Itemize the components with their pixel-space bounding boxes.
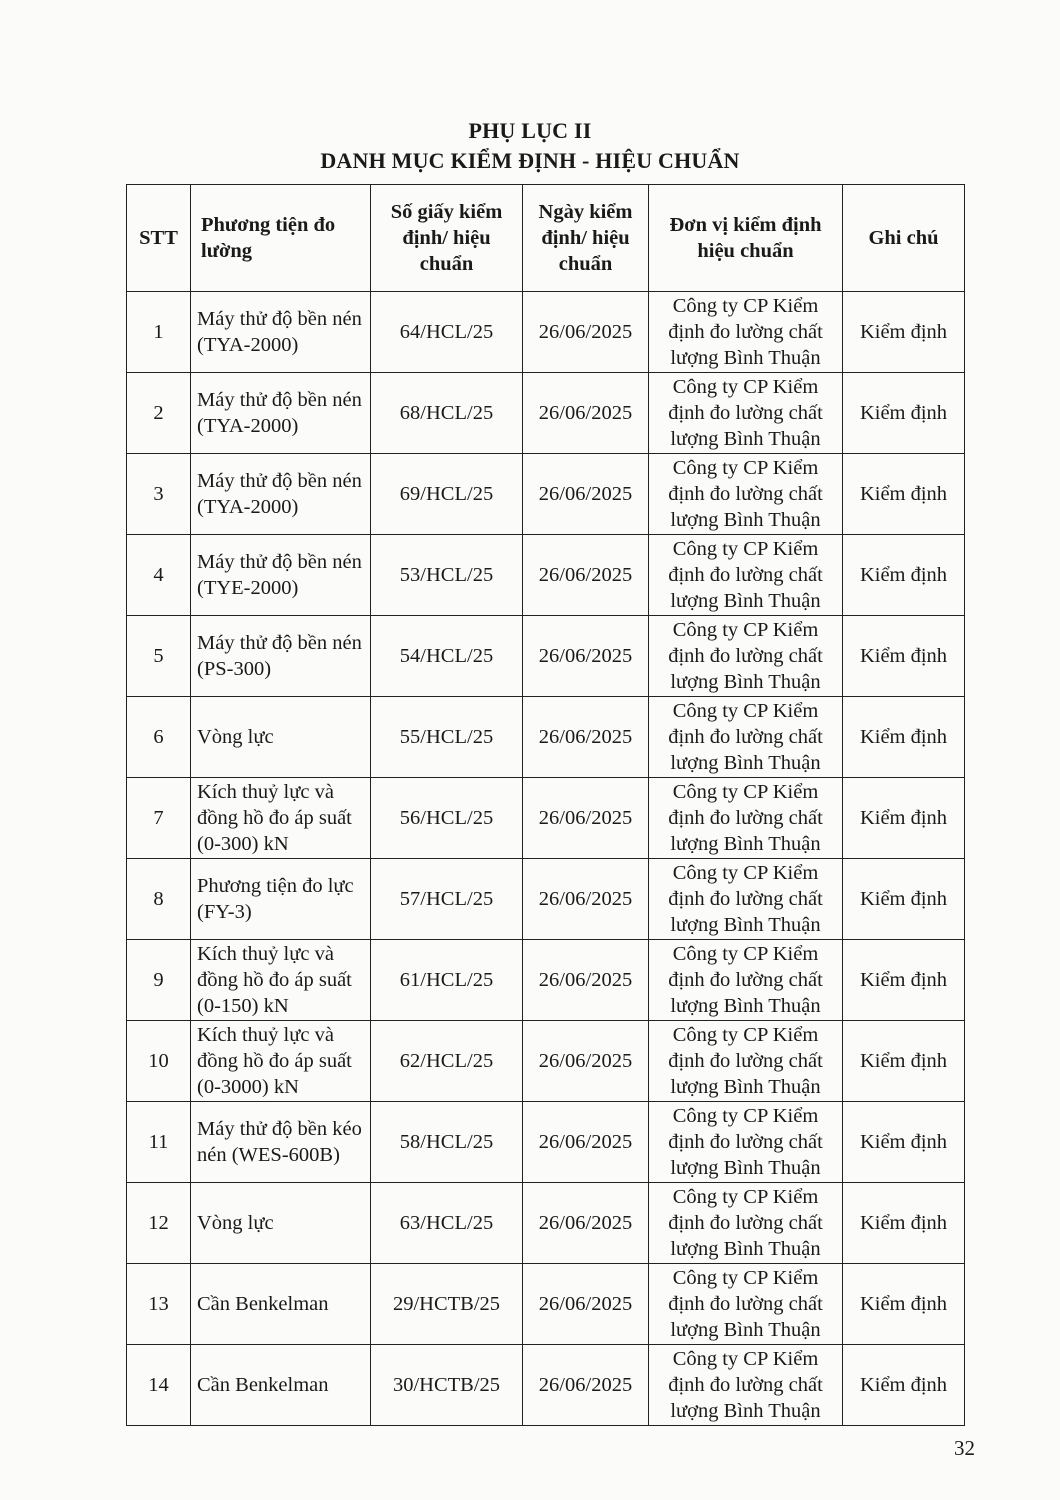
cell-unit: Công ty CP Kiểm định đo lường chất lượng Bình Thuận	[649, 940, 843, 1021]
cell-device: Kích thuỷ lực và đồng hồ đo áp suất (0-3000) kN	[191, 1021, 371, 1102]
table-row	[127, 1102, 965, 1183]
cell-certificate: 68/HCL/25	[371, 373, 523, 454]
cell-device: Máy thử độ bền nén (TYA-2000)	[191, 454, 371, 535]
cell-stt: 13	[127, 1264, 191, 1345]
cell-date: 26/06/2025	[523, 292, 649, 373]
table-row	[127, 1183, 965, 1264]
cell-date: 26/06/2025	[523, 454, 649, 535]
cell-stt: 1	[127, 292, 191, 373]
cell-note: Kiểm định	[843, 1183, 965, 1264]
cell-unit: Công ty CP Kiểm định đo lường chất lượng Bình Thuận	[649, 1102, 843, 1183]
cell-certificate: 64/HCL/25	[371, 292, 523, 373]
cell-device: Kích thuỷ lực và đồng hồ đo áp suất (0-150) kN	[191, 940, 371, 1021]
cell-unit: Công ty CP Kiểm định đo lường chất lượng Bình Thuận	[649, 616, 843, 697]
cell-unit: Công ty CP Kiểm định đo lường chất lượng Bình Thuận	[649, 454, 843, 535]
table-body	[127, 292, 965, 1426]
cell-date: 26/06/2025	[523, 616, 649, 697]
cell-note: Kiểm định	[843, 859, 965, 940]
cell-note: Kiểm định	[843, 373, 965, 454]
cell-note: Kiểm định	[843, 1102, 965, 1183]
table-header-row	[127, 185, 965, 292]
cell-device: Máy thử độ bền nén (PS-300)	[191, 616, 371, 697]
cell-date: 26/06/2025	[523, 697, 649, 778]
cell-device: Kích thuỷ lực và đồng hồ đo áp suất (0-300) kN	[191, 778, 371, 859]
cell-certificate: 62/HCL/25	[371, 1021, 523, 1102]
cell-date: 26/06/2025	[523, 1021, 649, 1102]
cell-unit: Công ty CP Kiểm định đo lường chất lượng Bình Thuận	[649, 292, 843, 373]
cell-device: Phương tiện đo lực (FY-3)	[191, 859, 371, 940]
title-block	[0, 116, 1060, 176]
table-row	[127, 292, 965, 373]
cell-stt: 4	[127, 535, 191, 616]
cell-date: 26/06/2025	[523, 1102, 649, 1183]
table-row	[127, 373, 965, 454]
cell-device: Máy thử độ bền nén (TYA-2000)	[191, 292, 371, 373]
cell-unit: Công ty CP Kiểm định đo lường chất lượng Bình Thuận	[649, 535, 843, 616]
cell-unit: Công ty CP Kiểm định đo lường chất lượng Bình Thuận	[649, 1021, 843, 1102]
cell-note: Kiểm định	[843, 1264, 965, 1345]
calibration-table	[126, 184, 965, 1426]
cell-unit: Công ty CP Kiểm định đo lường chất lượng Bình Thuận	[649, 1345, 843, 1426]
cell-stt: 11	[127, 1102, 191, 1183]
cell-note: Kiểm định	[843, 697, 965, 778]
cell-stt: 8	[127, 859, 191, 940]
cell-certificate: 56/HCL/25	[371, 778, 523, 859]
cell-certificate: 69/HCL/25	[371, 454, 523, 535]
cell-date: 26/06/2025	[523, 778, 649, 859]
cell-certificate: 61/HCL/25	[371, 940, 523, 1021]
table-row	[127, 778, 965, 859]
header-certificate: Số giấy kiểm định/ hiệu chuẩn	[371, 185, 523, 292]
cell-stt: 9	[127, 940, 191, 1021]
table-row	[127, 859, 965, 940]
cell-device: Cần Benkelman	[191, 1264, 371, 1345]
cell-note: Kiểm định	[843, 454, 965, 535]
table-row	[127, 535, 965, 616]
cell-unit: Công ty CP Kiểm định đo lường chất lượng Bình Thuận	[649, 373, 843, 454]
cell-device: Máy thử độ bền nén (TYA-2000)	[191, 373, 371, 454]
cell-certificate: 54/HCL/25	[371, 616, 523, 697]
cell-device: Vòng lực	[191, 697, 371, 778]
cell-certificate: 55/HCL/25	[371, 697, 523, 778]
header-unit: Đơn vị kiểm định hiệu chuẩn	[649, 185, 843, 292]
cell-stt: 12	[127, 1183, 191, 1264]
cell-certificate: 58/HCL/25	[371, 1102, 523, 1183]
cell-date: 26/06/2025	[523, 859, 649, 940]
table-row	[127, 940, 965, 1021]
cell-note: Kiểm định	[843, 1021, 965, 1102]
cell-date: 26/06/2025	[523, 940, 649, 1021]
cell-date: 26/06/2025	[523, 1264, 649, 1345]
cell-date: 26/06/2025	[523, 1345, 649, 1426]
table-row	[127, 616, 965, 697]
cell-note: Kiểm định	[843, 292, 965, 373]
list-title: DANH MỤC KIỂM ĐỊNH - HIỆU CHUẨN	[320, 148, 740, 173]
table-row	[127, 1021, 965, 1102]
header-stt: STT	[127, 185, 191, 292]
cell-device: Cần Benkelman	[191, 1345, 371, 1426]
cell-device: Máy thử độ bền kéo nén (WES-600B)	[191, 1102, 371, 1183]
cell-unit: Công ty CP Kiểm định đo lường chất lượng Bình Thuận	[649, 859, 843, 940]
cell-certificate: 57/HCL/25	[371, 859, 523, 940]
table-row	[127, 1345, 965, 1426]
cell-stt: 10	[127, 1021, 191, 1102]
header-device: Phương tiện đo lường	[191, 185, 371, 292]
cell-certificate: 63/HCL/25	[371, 1183, 523, 1264]
cell-unit: Công ty CP Kiểm định đo lường chất lượng Bình Thuận	[649, 778, 843, 859]
cell-stt: 6	[127, 697, 191, 778]
cell-date: 26/06/2025	[523, 535, 649, 616]
cell-unit: Công ty CP Kiểm định đo lường chất lượng Bình Thuận	[649, 697, 843, 778]
table-row	[127, 1264, 965, 1345]
cell-date: 26/06/2025	[523, 373, 649, 454]
header-note: Ghi chú	[843, 185, 965, 292]
page-number: 32	[954, 1436, 975, 1460]
cell-certificate: 53/HCL/25	[371, 535, 523, 616]
header-date: Ngày kiểm định/ hiệu chuẩn	[523, 185, 649, 292]
cell-note: Kiểm định	[843, 616, 965, 697]
cell-stt: 7	[127, 778, 191, 859]
cell-stt: 5	[127, 616, 191, 697]
cell-device: Vòng lực	[191, 1183, 371, 1264]
cell-note: Kiểm định	[843, 778, 965, 859]
cell-unit: Công ty CP Kiểm định đo lường chất lượng Bình Thuận	[649, 1183, 843, 1264]
appendix-title: PHỤ LỤC II	[468, 118, 592, 143]
cell-stt: 14	[127, 1345, 191, 1426]
table-row	[127, 454, 965, 535]
cell-note: Kiểm định	[843, 940, 965, 1021]
cell-certificate: 29/HCTB/25	[371, 1264, 523, 1345]
cell-stt: 3	[127, 454, 191, 535]
cell-date: 26/06/2025	[523, 1183, 649, 1264]
cell-note: Kiểm định	[843, 535, 965, 616]
cell-note: Kiểm định	[843, 1345, 965, 1426]
cell-stt: 2	[127, 373, 191, 454]
cell-unit: Công ty CP Kiểm định đo lường chất lượng Bình Thuận	[649, 1264, 843, 1345]
cell-device: Máy thử độ bền nén (TYE-2000)	[191, 535, 371, 616]
table-row	[127, 697, 965, 778]
cell-certificate: 30/HCTB/25	[371, 1345, 523, 1426]
